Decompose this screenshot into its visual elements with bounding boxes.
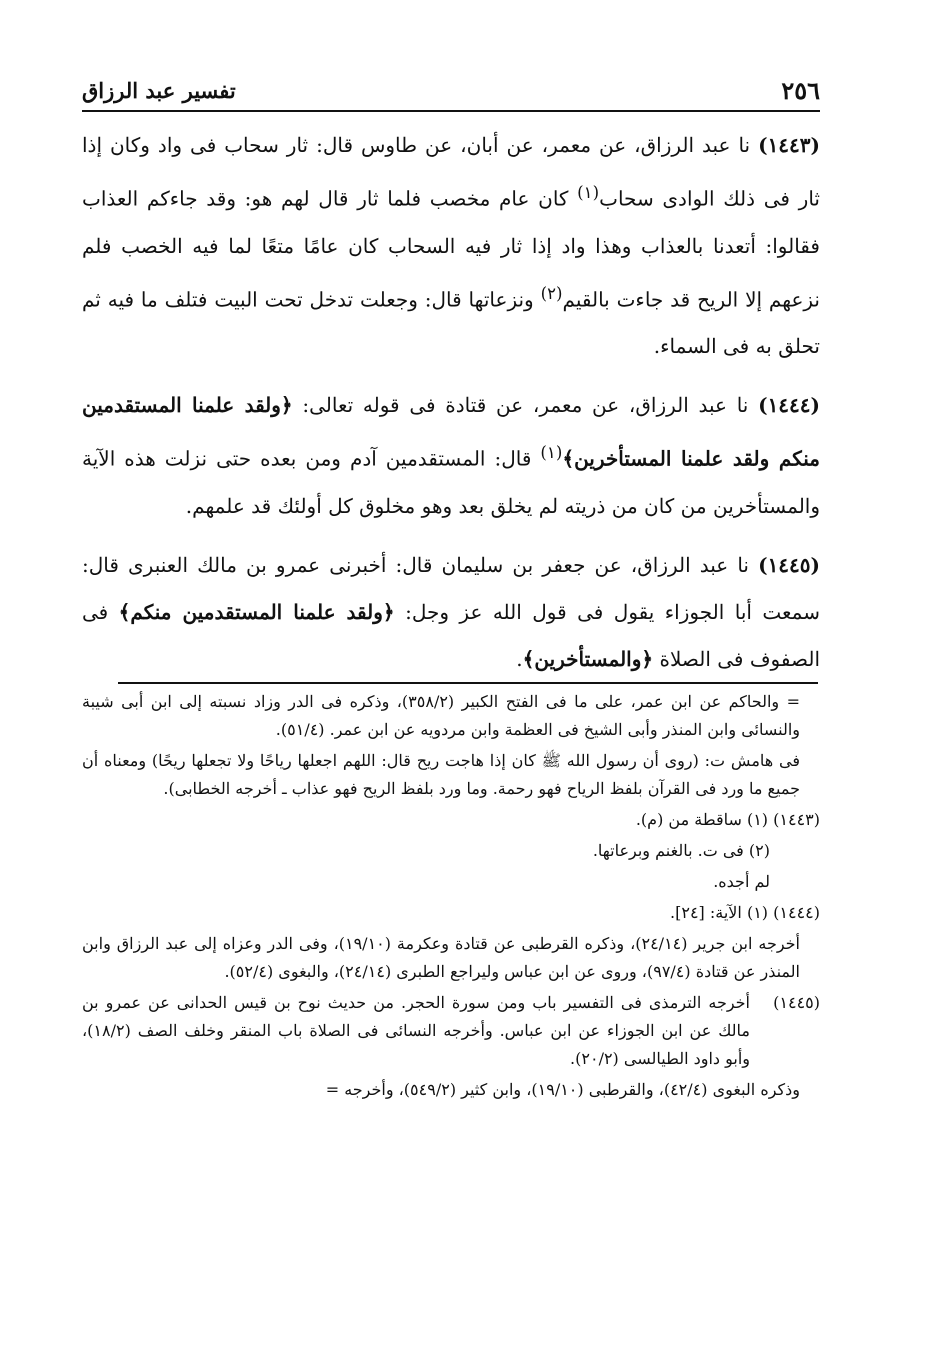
hadith-text: نا عبد الرزاق، عن جعفر بن سليمان قال: أخبرنى عمرو بن مالك العنبرى قال: سمعت أبا الجوزاء يقول فى قول الله عز وجل: xyxy=(82,552,820,624)
hadith-1444 xyxy=(82,382,820,530)
hadith-number: (١٤٤٣) xyxy=(758,133,820,157)
page-number: ٢٥٦ xyxy=(781,75,820,105)
header-divider xyxy=(82,110,820,112)
main-text xyxy=(82,122,820,695)
hadith-text: . xyxy=(516,646,523,671)
footnote-ref: (١) xyxy=(540,443,563,463)
footnote-1443-1: (١٤٤٣) (١) ساقطة من (م). xyxy=(635,810,820,829)
hadith-text: فى الصفوف فى الصلاة xyxy=(82,599,820,671)
page-header xyxy=(82,74,820,106)
quran-quote: ﴿والمستأخرين﴾ xyxy=(522,646,654,671)
hadith-1445 xyxy=(82,542,820,683)
footnote-note: لم أجده. xyxy=(713,872,770,891)
hadith-number: (١٤٤٤) xyxy=(758,393,820,418)
quran-quote: ﴿ولقد علمنا المستقدمين منكم﴾ xyxy=(118,599,395,624)
hadith-text: ونزعاتها قال: وجعلت تدخل تحت البيت فتلف ما فيه ثم تحلق به فى السماء. xyxy=(82,287,820,359)
footnote-1445 xyxy=(82,989,820,1073)
footnote-1444-1: (١٤٤٤) (١) الآية: [٢٤]. xyxy=(670,903,820,922)
footnote-1444-takhrij: أخرجه ابن جرير (٢٤/١٤)، وذكره القرطبى عن قتادة وعكرمة (١٩/١٠)، وفى الدر وعزاه إلى عبد الرزاق وابن المنذر عن قتادة (٩٧/٤)، وروى عن ابن عباس وليراجع الطبرى (٢٤/١٤)، والبغوى (٥٢/٤). xyxy=(82,934,800,981)
footnote-continuation: = والحاكم عن ابن عمر، على ما فى الفتح الكبير (٣٥٨/٢)، وذكره فى الدر وزاد نسبته إلى ابن أبى شيبة والنسائى وابن المنذر وأبى الشيخ فى العظمة وابن مردويه عن ابن عمر. (٥١/٤). xyxy=(82,692,800,739)
hadith-text: قال: المستقدمين آدم ومن بعده حتى نزلت هذه الآية والمستأخرين من كان من ذريته لم يخلق بعد وهو مخلوق كل أولئك قد علمهم. xyxy=(82,446,820,518)
footnote-divider xyxy=(118,682,818,684)
hadith-number: (١٤٤٥) xyxy=(758,552,820,577)
footnote-margin-note: فى هامش ت: (روى أن رسول الله ﷺ كان إذا هاجت ريح قال: اللهم اجعلها رياحًا ولا تجعلها ريحًا) ومعناه أن جميع ما ورد فى القرآن بلفظ الرياح فهو رحمة. وما ورد بلفظ الريح فهو عذاب ـ أخرجه الخطابى). xyxy=(82,751,800,798)
footnote-ref: (٢) xyxy=(540,283,563,303)
footnotes xyxy=(82,688,820,1107)
footnote-1445-cont: وذكره البغوى (٤٢/٤)، والقرطبى (١٩/١٠)، وابن كثير (٥٤٩/٢)، وأخرجه = xyxy=(325,1080,800,1099)
hadith-text: نا عبد الرزاق، عن معمر، عن قتادة فى قوله تعالى: xyxy=(292,393,759,418)
footnote-1443-2: (٢) فى ت. بالغنم وبرعاتها. xyxy=(592,841,770,860)
hadith-text: كان عام مخصب فلما ثار قال لهم هو: وقد جاءكم العذاب فقالوا: أتعدنا بالعذاب وهذا واد إذا ثار فيه السحاب كان عامًا متعًا لما فيه الخصب فلم نزعهم إلا الريح قد جاءت بالقيم xyxy=(82,186,820,312)
footnote-label: (١٤٤٥) xyxy=(773,993,820,1012)
footnote-ref: (١) xyxy=(577,183,600,202)
hadith-text: نا عبد الرزاق، عن معمر، عن أبان، عن طاوس قال: ثار سحاب فى واد وكان إذا ثار فى ذلك الوادى سحاب xyxy=(82,133,820,211)
quran-quote: ﴿ولقد علمنا المستقدمين منكم ولقد علمنا المستأخرين﴾ xyxy=(82,393,820,471)
running-title: تفسير عبد الرزاق xyxy=(82,77,236,103)
hadith-1443 xyxy=(82,122,820,370)
footnote-text: أخرجه الترمذى فى التفسير باب ومن سورة الحجر. من حديث نوح بن قيس الحدانى عن عمرو بن مالك عن ابن الجوزاء عن ابن عباس. وأخرجه النسائى فى الصلاة باب المنقر وخلف الصف (١٨/٢)، وأبو داود الطيالسى (٢٠/٢). xyxy=(82,993,750,1068)
